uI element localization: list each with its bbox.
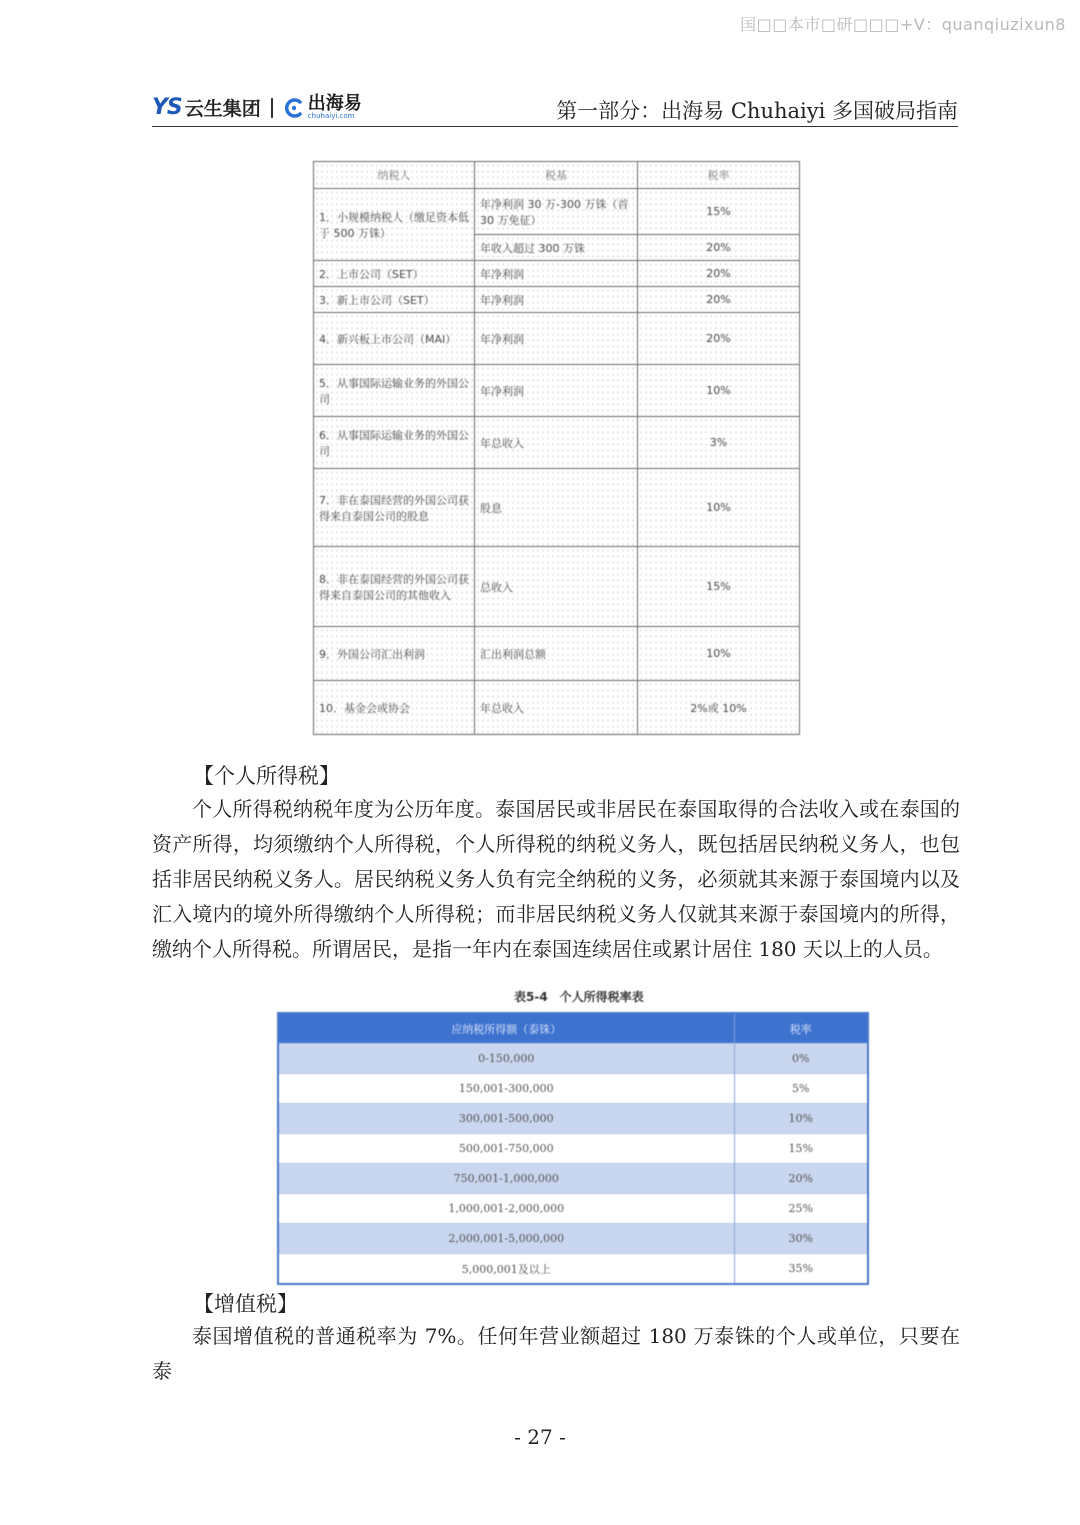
watermark-text: 国□□本市□研□□□+V：quanqiuzixun8 [740, 15, 1066, 34]
table-row [278, 1044, 868, 1074]
table-row [314, 469, 800, 547]
personal-income-tax-table [277, 1012, 869, 1285]
table-row [314, 365, 800, 417]
table-cell-range: 150,001-300,000 [278, 1074, 734, 1104]
table-row [314, 189, 800, 235]
section-heading-individual-income-tax: 【个人所得税】 [193, 764, 340, 788]
chuhaiyi-logo-name: 出海易 [307, 93, 362, 114]
table-cell-rate: 10% [734, 1104, 868, 1134]
table-row [314, 547, 800, 627]
table-cell-rate: 3% [638, 417, 800, 469]
table-cell-rate: 15% [638, 189, 800, 235]
table-cell-base: 总收入 [475, 547, 638, 627]
table-cell-rate: 20% [638, 313, 800, 365]
ys-logo-mark: YS [152, 95, 182, 120]
table-row [278, 1164, 868, 1194]
table-cell-base: 年净利润 [475, 261, 638, 287]
table-header-cell: 税基 [475, 162, 638, 189]
table-cell-rate: 5% [734, 1074, 868, 1104]
section-heading-vat: 【增值税】 [193, 1292, 298, 1316]
table-cell-rate: 15% [638, 547, 800, 627]
table-cell-payer: 10．基金会或协会 [314, 681, 475, 735]
table-cell-range: 5,000,001及以上 [278, 1254, 734, 1285]
table-header-cell: 纳税人 [314, 162, 475, 189]
table-cell-rate: 10% [638, 365, 800, 417]
paragraph-individual-income-tax: 个人所得税纳税年度为公历年度。泰国居民或非居民在泰国取得的合法收入或在泰国的资产所得，均须缴纳个人所得税，个人所得税的纳税义务人，既包括居民纳税义务人，也包括非居民纳税义务人。居民纳税义务人负有完全纳税的义务，必须就其来源于泰国境内以及汇入境内的境外所得缴纳个人所得税；而非居民纳税义务人仅就其来源于泰国境内的所得，缴纳个人所得税。所谓居民，是指一年内在泰国连续居住或累计居住 180 天以上的人员。 [152, 797, 960, 961]
header-logo [152, 94, 362, 121]
chuhaiyi-logo-text [308, 95, 362, 120]
paragraph-vat: 泰国增值税的普通税率为 7%。任何年营业额超过 180 万泰铢的个人或单位，只要在泰 [152, 1324, 960, 1383]
table-cell-rate: 30% [734, 1224, 868, 1254]
table-cell-range: 1,000,001-2,000,000 [278, 1194, 734, 1224]
table-cell-rate: 20% [638, 261, 800, 287]
table-cell-payer: 5．从事国际运输业务的外国公司 [314, 365, 475, 417]
table-cell-payer: 6．从事国际运输业务的外国公司 [314, 417, 475, 469]
corporate-tax-table [313, 161, 800, 735]
table-cell-rate: 20% [638, 287, 800, 313]
table-row [314, 627, 800, 681]
table-cell-base: 年收入超过 300 万铢 [475, 235, 638, 261]
table-cell-range: 500,001-750,000 [278, 1134, 734, 1164]
table-cell-rate: 10% [638, 469, 800, 547]
table-row [278, 1254, 868, 1285]
table-header-row [314, 162, 800, 189]
table-row [314, 287, 800, 313]
table-cell-payer: 8．非在泰国经营的外国公司获得来自泰国公司的其他收入 [314, 547, 475, 627]
table-cell-rate: 0% [734, 1044, 868, 1074]
table-row [278, 1194, 868, 1224]
chuhaiyi-logo-icon [283, 97, 305, 119]
table-cell-base: 年净利润 [475, 365, 638, 417]
table-cell-payer: 7．非在泰国经营的外国公司获得来自泰国公司的股息 [314, 469, 475, 547]
table-cell-base: 股息 [475, 469, 638, 547]
table-header-cell: 应纳税所得额（泰铢） [278, 1013, 734, 1044]
table-cell-range: 0-150,000 [278, 1044, 734, 1074]
table-row [278, 1074, 868, 1104]
table-cell-range: 300,001-500,000 [278, 1104, 734, 1134]
table-cell-base: 年总收入 [475, 417, 638, 469]
table-cell-rate: 25% [734, 1194, 868, 1224]
chuhaiyi-logo-domain: chuhaiyi.com [307, 112, 355, 120]
page-number: - 27 - [514, 1425, 566, 1449]
pit-table-caption: 表5-4 个人所得税率表 [514, 990, 644, 1004]
page-header [152, 92, 958, 127]
table-cell-range: 750,001-1,000,000 [278, 1164, 734, 1194]
table-header-row [278, 1013, 868, 1044]
table-cell-rate: 2%或 10% [638, 681, 800, 735]
logo-divider [271, 98, 273, 118]
table-cell-rate: 20% [734, 1164, 868, 1194]
table-cell-base: 年净利润 [475, 287, 638, 313]
table-header-cell: 税率 [734, 1013, 868, 1044]
table-row [278, 1104, 868, 1134]
table-cell-base: 年净利润 [475, 313, 638, 365]
ys-logo-name: 云生集团 [184, 98, 261, 120]
table-cell-payer: 9．外国公司汇出利润 [314, 627, 475, 681]
table-cell-payer: 2．上市公司（SET） [314, 261, 475, 287]
table-cell-rate: 35% [734, 1254, 868, 1285]
table-cell-rate: 15% [734, 1134, 868, 1164]
table-cell-base: 汇出利润总额 [475, 627, 638, 681]
header-title: 第一部分：出海易 Chuhaiyi 多国破局指南 [556, 99, 958, 123]
table-row [278, 1134, 868, 1164]
table-row [278, 1224, 868, 1254]
table-cell-payer: 1．小规模纳税人（缴足资本低于 500 万铢） [314, 189, 475, 261]
table-cell-payer: 4．新兴板上市公司（MAI） [314, 313, 475, 365]
table-cell-rate: 10% [638, 627, 800, 681]
table-cell-base: 年净利润 30 万-300 万铢（首 30 万免征） [475, 189, 638, 235]
table-cell-rate: 20% [638, 235, 800, 261]
table-cell-base: 年总收入 [475, 681, 638, 735]
table-row [314, 681, 800, 735]
table-cell-payer: 3．新上市公司（SET） [314, 287, 475, 313]
table-row [314, 313, 800, 365]
table-header-cell: 税率 [638, 162, 800, 189]
table-row [314, 261, 800, 287]
table-row [314, 417, 800, 469]
table-cell-range: 2,000,001-5,000,000 [278, 1224, 734, 1254]
